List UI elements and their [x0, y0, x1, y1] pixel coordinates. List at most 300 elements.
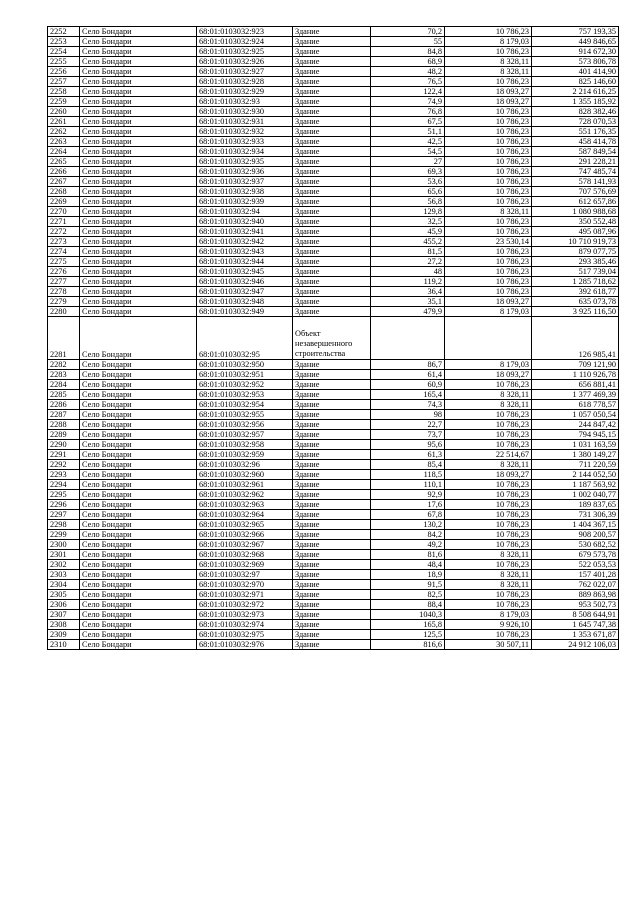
- settlement-cell: Село Бондари: [80, 297, 197, 307]
- row-number-cell: 2260: [48, 107, 80, 117]
- cadastral-number-cell: 68:01:0103032:927: [197, 67, 293, 77]
- cadastral-value-cell: 757 193,35: [532, 27, 619, 37]
- cadastral-number-cell: 68:01:0103032:976: [197, 640, 293, 650]
- settlement-cell: Село Бондари: [80, 197, 197, 207]
- cadastral-number-cell: 68:01:0103032:942: [197, 237, 293, 247]
- table-row: [48, 77, 619, 87]
- object-type-cell: Здание: [293, 530, 371, 540]
- table-row: [48, 237, 619, 247]
- settlement-cell: Село Бондари: [80, 127, 197, 137]
- cadastral-number-cell: 68:01:0103032:943: [197, 247, 293, 257]
- object-type-cell: Здание: [293, 610, 371, 620]
- settlement-cell: Село Бондари: [80, 277, 197, 287]
- object-type-cell: Здание: [293, 27, 371, 37]
- object-type-cell: Здание: [293, 217, 371, 227]
- cadastral-number-cell: 68:01:0103032:930: [197, 107, 293, 117]
- object-type-cell: Здание: [293, 157, 371, 167]
- cadastral-number-cell: 68:01:0103032:969: [197, 560, 293, 570]
- cadastral-value-cell: 794 945,15: [532, 430, 619, 440]
- cadastral-value-cell: 1 080 988,68: [532, 207, 619, 217]
- specific-value-cell: 18 093,27: [445, 87, 532, 97]
- specific-value-cell: 10 786,23: [445, 107, 532, 117]
- area-cell: 95,6: [371, 440, 445, 450]
- object-type-cell: Здание: [293, 500, 371, 510]
- table-row: [48, 297, 619, 307]
- settlement-cell: Село Бондари: [80, 360, 197, 370]
- cadastral-number-cell: 68:01:0103032:934: [197, 147, 293, 157]
- cadastral-value-cell: 612 657,86: [532, 197, 619, 207]
- settlement-cell: Село Бондари: [80, 237, 197, 247]
- row-number-cell: 2256: [48, 67, 80, 77]
- object-type-cell: Здание: [293, 380, 371, 390]
- row-number-cell: 2264: [48, 147, 80, 157]
- row-number-cell: 2306: [48, 600, 80, 610]
- cadastral-value-cell: 1 285 718,62: [532, 277, 619, 287]
- row-number-cell: 2307: [48, 610, 80, 620]
- cadastral-value-cell: 1 645 747,38: [532, 620, 619, 630]
- area-cell: 98: [371, 410, 445, 420]
- settlement-cell: Село Бондари: [80, 147, 197, 157]
- table-row: [48, 480, 619, 490]
- specific-value-cell: 8 179,03: [445, 360, 532, 370]
- row-number-cell: 2269: [48, 197, 80, 207]
- row-number-cell: 2267: [48, 177, 80, 187]
- specific-value-cell: 10 786,23: [445, 147, 532, 157]
- row-number-cell: 2297: [48, 510, 80, 520]
- specific-value-cell: 10 786,23: [445, 267, 532, 277]
- settlement-cell: Село Бондари: [80, 630, 197, 640]
- specific-value-cell: 8 328,11: [445, 207, 532, 217]
- table-row: [48, 400, 619, 410]
- cadastral-value-cell: 244 847,42: [532, 420, 619, 430]
- row-number-cell: 2282: [48, 360, 80, 370]
- specific-value-cell: 10 786,23: [445, 217, 532, 227]
- cadastral-number-cell: 68:01:0103032:965: [197, 520, 293, 530]
- table-row: [48, 360, 619, 370]
- cadastral-number-cell: 68:01:0103032:957: [197, 430, 293, 440]
- cadastral-number-cell: 68:01:0103032:945: [197, 267, 293, 277]
- object-type-cell: Здание: [293, 177, 371, 187]
- table-row: [48, 510, 619, 520]
- specific-value-cell: 10 786,23: [445, 127, 532, 137]
- table-row: [48, 420, 619, 430]
- object-type-cell: Здание: [293, 430, 371, 440]
- specific-value-cell: 18 093,27: [445, 297, 532, 307]
- area-cell: 130,2: [371, 520, 445, 530]
- cadastral-number-cell: 68:01:0103032:935: [197, 157, 293, 167]
- table-row: [48, 410, 619, 420]
- object-type-cell: Здание: [293, 570, 371, 580]
- cadastral-value-cell: 578 141,93: [532, 177, 619, 187]
- specific-value-cell: 10 786,23: [445, 247, 532, 257]
- row-number-cell: 2273: [48, 237, 80, 247]
- row-number-cell: 2268: [48, 187, 80, 197]
- settlement-cell: Село Бондари: [80, 400, 197, 410]
- cadastral-value-cell: 1 404 367,15: [532, 520, 619, 530]
- area-cell: 81,5: [371, 247, 445, 257]
- cadastral-value-cell: 953 502,73: [532, 600, 619, 610]
- row-number-cell: 2257: [48, 77, 80, 87]
- specific-value-cell: 10 786,23: [445, 177, 532, 187]
- area-cell: 84,8: [371, 47, 445, 57]
- cadastral-number-cell: 68:01:0103032:97: [197, 570, 293, 580]
- cadastral-value-cell: 731 306,39: [532, 510, 619, 520]
- row-number-cell: 2291: [48, 450, 80, 460]
- table-row: [48, 590, 619, 600]
- table-row: [48, 500, 619, 510]
- object-type-cell: Здание: [293, 267, 371, 277]
- table-row: [48, 157, 619, 167]
- cadastral-value-cell: 747 485,74: [532, 167, 619, 177]
- table-row: [48, 610, 619, 620]
- area-cell: 51,1: [371, 127, 445, 137]
- cadastral-number-cell: 68:01:0103032:970: [197, 580, 293, 590]
- cadastral-number-cell: 68:01:0103032:936: [197, 167, 293, 177]
- row-number-cell: 2293: [48, 470, 80, 480]
- cadastral-value-cell: 914 672,30: [532, 47, 619, 57]
- cadastral-value-cell: 392 618,77: [532, 287, 619, 297]
- specific-value-cell: 10 786,23: [445, 187, 532, 197]
- cadastral-value-cell: 618 778,57: [532, 400, 619, 410]
- row-number-cell: 2310: [48, 640, 80, 650]
- settlement-cell: Село Бондари: [80, 57, 197, 67]
- cadastral-number-cell: 68:01:0103032:924: [197, 37, 293, 47]
- settlement-cell: Село Бондари: [80, 37, 197, 47]
- specific-value-cell: 8 328,11: [445, 550, 532, 560]
- settlement-cell: Село Бондари: [80, 117, 197, 127]
- settlement-cell: Село Бондари: [80, 390, 197, 400]
- specific-value-cell: 10 786,23: [445, 47, 532, 57]
- object-type-cell: Здание: [293, 370, 371, 380]
- settlement-cell: Село Бондари: [80, 167, 197, 177]
- object-type-cell: Здание: [293, 480, 371, 490]
- specific-value-cell: 8 328,11: [445, 570, 532, 580]
- area-cell: 88,4: [371, 600, 445, 610]
- row-number-cell: 2299: [48, 530, 80, 540]
- row-number-cell: 2308: [48, 620, 80, 630]
- table-row: [48, 227, 619, 237]
- specific-value-cell: 10 786,23: [445, 257, 532, 267]
- area-cell: 48,4: [371, 560, 445, 570]
- cadastral-value-cell: 449 846,65: [532, 37, 619, 47]
- area-cell: 165,8: [371, 620, 445, 630]
- specific-value-cell: 23 530,14: [445, 237, 532, 247]
- row-number-cell: 2254: [48, 47, 80, 57]
- row-number-cell: 2272: [48, 227, 80, 237]
- area-cell: 73,7: [371, 430, 445, 440]
- object-type-cell: Здание: [293, 490, 371, 500]
- row-number-cell: 2290: [48, 440, 80, 450]
- object-type-cell: Здание: [293, 197, 371, 207]
- cadastral-value-cell: 635 073,78: [532, 297, 619, 307]
- settlement-cell: Село Бондари: [80, 510, 197, 520]
- row-number-cell: 2258: [48, 87, 80, 97]
- table-row: [48, 257, 619, 267]
- specific-value-cell: 10 786,23: [445, 410, 532, 420]
- cadastral-value-cell: 879 077,75: [532, 247, 619, 257]
- row-number-cell: 2262: [48, 127, 80, 137]
- cadastral-number-cell: 68:01:0103032:938: [197, 187, 293, 197]
- row-number-cell: 2276: [48, 267, 80, 277]
- object-type-cell: Здание: [293, 510, 371, 520]
- area-cell: 84,2: [371, 530, 445, 540]
- settlement-cell: Село Бондари: [80, 530, 197, 540]
- object-type-cell: Здание: [293, 277, 371, 287]
- cadastral-number-cell: 68:01:0103032:96: [197, 460, 293, 470]
- cadastral-number-cell: 68:01:0103032:953: [197, 390, 293, 400]
- cadastral-number-cell: 68:01:0103032:93: [197, 97, 293, 107]
- specific-value-cell: 10 786,23: [445, 157, 532, 167]
- cadastral-number-cell: 68:01:0103032:949: [197, 307, 293, 317]
- cadastral-number-cell: 68:01:0103032:947: [197, 287, 293, 297]
- object-type-cell: Здание: [293, 580, 371, 590]
- table-row: [48, 67, 619, 77]
- table-row: [48, 37, 619, 47]
- row-number-cell: 2274: [48, 247, 80, 257]
- cadastral-number-cell: 68:01:0103032:968: [197, 550, 293, 560]
- row-number-cell: 2286: [48, 400, 80, 410]
- area-cell: 65,6: [371, 187, 445, 197]
- cadastral-number-cell: 68:01:0103032:950: [197, 360, 293, 370]
- table-body: [48, 27, 619, 650]
- row-number-cell: 2295: [48, 490, 80, 500]
- specific-value-cell: 10 786,23: [445, 277, 532, 287]
- object-type-cell: Здание: [293, 47, 371, 57]
- settlement-cell: Село Бондари: [80, 137, 197, 147]
- specific-value-cell: 10 786,23: [445, 520, 532, 530]
- area-cell: 118,5: [371, 470, 445, 480]
- specific-value-cell: 10 786,23: [445, 420, 532, 430]
- cadastral-value-cell: 522 053,53: [532, 560, 619, 570]
- area-cell: 27: [371, 157, 445, 167]
- table-row: [48, 57, 619, 67]
- object-type-cell: Здание: [293, 640, 371, 650]
- row-number-cell: 2263: [48, 137, 80, 147]
- object-type-cell: Здание: [293, 57, 371, 67]
- table-row: [48, 380, 619, 390]
- cadastral-number-cell: 68:01:0103032:956: [197, 420, 293, 430]
- row-number-cell: 2305: [48, 590, 80, 600]
- table-row: [48, 147, 619, 157]
- specific-value-cell: 10 786,23: [445, 480, 532, 490]
- table-row: [48, 390, 619, 400]
- object-type-cell: Здание: [293, 560, 371, 570]
- object-type-cell: Здание: [293, 420, 371, 430]
- table-row: [48, 520, 619, 530]
- settlement-cell: Село Бондари: [80, 600, 197, 610]
- cadastral-value-cell: 1 377 469,39: [532, 390, 619, 400]
- object-type-cell: Здание: [293, 127, 371, 137]
- row-number-cell: 2281: [48, 317, 80, 360]
- object-type-cell: Здание: [293, 450, 371, 460]
- cadastral-number-cell: 68:01:0103032:932: [197, 127, 293, 137]
- table-row: [48, 317, 619, 360]
- settlement-cell: Село Бондари: [80, 410, 197, 420]
- object-type-cell: Здание: [293, 137, 371, 147]
- specific-value-cell: 10 786,23: [445, 600, 532, 610]
- settlement-cell: Село Бондари: [80, 177, 197, 187]
- specific-value-cell: 10 786,23: [445, 287, 532, 297]
- cadastral-value-cell: 1 353 671,87: [532, 630, 619, 640]
- cadastral-value-cell: 350 552,48: [532, 217, 619, 227]
- object-type-cell: Здание: [293, 187, 371, 197]
- object-type-cell: Здание: [293, 410, 371, 420]
- cadastral-number-cell: 68:01:0103032:926: [197, 57, 293, 67]
- table-row: [48, 640, 619, 650]
- cadastral-number-cell: 68:01:0103032:946: [197, 277, 293, 287]
- row-number-cell: 2304: [48, 580, 80, 590]
- area-cell: 48: [371, 267, 445, 277]
- cadastral-number-cell: 68:01:0103032:923: [197, 27, 293, 37]
- area-cell: 60,9: [371, 380, 445, 390]
- settlement-cell: Село Бондари: [80, 87, 197, 97]
- specific-value-cell: 10 786,23: [445, 197, 532, 207]
- area-cell: 82,5: [371, 590, 445, 600]
- row-number-cell: 2301: [48, 550, 80, 560]
- settlement-cell: Село Бондари: [80, 520, 197, 530]
- settlement-cell: Село Бондари: [80, 490, 197, 500]
- cadastral-value-cell: 517 739,04: [532, 267, 619, 277]
- cadastral-number-cell: 68:01:0103032:941: [197, 227, 293, 237]
- object-type-cell: Здание: [293, 550, 371, 560]
- settlement-cell: Село Бондари: [80, 267, 197, 277]
- settlement-cell: Село Бондари: [80, 107, 197, 117]
- object-type-cell: Здание: [293, 297, 371, 307]
- settlement-cell: Село Бондари: [80, 590, 197, 600]
- specific-value-cell: 22 514,67: [445, 450, 532, 460]
- specific-value-cell: 8 328,11: [445, 57, 532, 67]
- settlement-cell: Село Бондари: [80, 370, 197, 380]
- object-type-cell: Здание: [293, 107, 371, 117]
- table-row: [48, 600, 619, 610]
- cadastral-number-cell: 68:01:0103032:974: [197, 620, 293, 630]
- area-cell: 48,2: [371, 67, 445, 77]
- table-row: [48, 277, 619, 287]
- cadastral-number-cell: 68:01:0103032:971: [197, 590, 293, 600]
- area-cell: 27,2: [371, 257, 445, 267]
- cadastral-number-cell: 68:01:0103032:959: [197, 450, 293, 460]
- object-type-cell: Здание: [293, 77, 371, 87]
- area-cell: 69,3: [371, 167, 445, 177]
- cadastral-value-cell: 711 220,59: [532, 460, 619, 470]
- object-type-cell: Здание: [293, 390, 371, 400]
- area-cell: 91,5: [371, 580, 445, 590]
- area-cell: 67,5: [371, 117, 445, 127]
- area-cell: 35,1: [371, 297, 445, 307]
- object-type-cell: Здание: [293, 247, 371, 257]
- cadastral-number-cell: 68:01:0103032:937: [197, 177, 293, 187]
- area-cell: 1040,3: [371, 610, 445, 620]
- row-number-cell: 2300: [48, 540, 80, 550]
- specific-value-cell: 10 786,23: [445, 227, 532, 237]
- settlement-cell: Село Бондари: [80, 540, 197, 550]
- cadastral-value-cell: 707 576,69: [532, 187, 619, 197]
- specific-value-cell: 18 093,27: [445, 97, 532, 107]
- specific-value-cell: 10 786,23: [445, 500, 532, 510]
- area-cell: 36,4: [371, 287, 445, 297]
- specific-value-cell: 10 786,23: [445, 380, 532, 390]
- specific-value-cell: 10 786,23: [445, 117, 532, 127]
- specific-value-cell: 8 179,03: [445, 37, 532, 47]
- cadastral-value-cell: 1 002 040,77: [532, 490, 619, 500]
- cadastral-value-cell: 728 070,53: [532, 117, 619, 127]
- table-row: [48, 430, 619, 440]
- table-row: [48, 370, 619, 380]
- cadastral-value-cell: 573 806,78: [532, 57, 619, 67]
- settlement-cell: Село Бондари: [80, 97, 197, 107]
- table-row: [48, 530, 619, 540]
- area-cell: 119,2: [371, 277, 445, 287]
- cadastral-value-cell: 8 508 644,91: [532, 610, 619, 620]
- specific-value-cell: 18 093,27: [445, 370, 532, 380]
- cadastral-value-cell: 3 925 116,50: [532, 307, 619, 317]
- settlement-cell: Село Бондари: [80, 560, 197, 570]
- table-row: [48, 217, 619, 227]
- specific-value-cell: 10 786,23: [445, 530, 532, 540]
- object-type-cell: Здание: [293, 207, 371, 217]
- cadastral-value-cell: 189 837,65: [532, 500, 619, 510]
- table-row: [48, 287, 619, 297]
- row-number-cell: 2253: [48, 37, 80, 47]
- row-number-cell: 2289: [48, 430, 80, 440]
- row-number-cell: 2284: [48, 380, 80, 390]
- cadastral-number-cell: 68:01:0103032:931: [197, 117, 293, 127]
- specific-value-cell: 10 786,23: [445, 630, 532, 640]
- specific-value-cell: 9 926,10: [445, 620, 532, 630]
- table-row: [48, 490, 619, 500]
- row-number-cell: 2259: [48, 97, 80, 107]
- table-row: [48, 540, 619, 550]
- cadastral-value-cell: 825 146,60: [532, 77, 619, 87]
- settlement-cell: Село Бондари: [80, 207, 197, 217]
- settlement-cell: Село Бондари: [80, 317, 197, 360]
- object-type-cell: Здание: [293, 167, 371, 177]
- cadastral-number-cell: 68:01:0103032:944: [197, 257, 293, 267]
- specific-value-cell: 8 328,11: [445, 400, 532, 410]
- settlement-cell: Село Бондари: [80, 157, 197, 167]
- object-type-cell: Здание: [293, 470, 371, 480]
- cadastral-value-table: [47, 26, 619, 650]
- settlement-cell: Село Бондари: [80, 640, 197, 650]
- row-number-cell: 2280: [48, 307, 80, 317]
- cadastral-value-cell: 656 881,41: [532, 380, 619, 390]
- settlement-cell: Село Бондари: [80, 77, 197, 87]
- row-number-cell: 2288: [48, 420, 80, 430]
- settlement-cell: Село Бондари: [80, 570, 197, 580]
- area-cell: 53,6: [371, 177, 445, 187]
- area-cell: 125,5: [371, 630, 445, 640]
- table-row: [48, 207, 619, 217]
- cadastral-number-cell: 68:01:0103032:955: [197, 410, 293, 420]
- area-cell: 479,9: [371, 307, 445, 317]
- area-cell: 61,3: [371, 450, 445, 460]
- row-number-cell: 2277: [48, 277, 80, 287]
- cadastral-number-cell: 68:01:0103032:940: [197, 217, 293, 227]
- specific-value-cell: 18 093,27: [445, 470, 532, 480]
- area-cell: 61,4: [371, 370, 445, 380]
- row-number-cell: 2271: [48, 217, 80, 227]
- settlement-cell: Село Бондари: [80, 450, 197, 460]
- table-row: [48, 470, 619, 480]
- table-row: [48, 197, 619, 207]
- object-type-cell: Здание: [293, 227, 371, 237]
- cadastral-value-cell: 828 382,46: [532, 107, 619, 117]
- table-row: [48, 127, 619, 137]
- area-cell: 45,9: [371, 227, 445, 237]
- area-cell: 86,7: [371, 360, 445, 370]
- cadastral-number-cell: 68:01:0103032:967: [197, 540, 293, 550]
- table-row: [48, 440, 619, 450]
